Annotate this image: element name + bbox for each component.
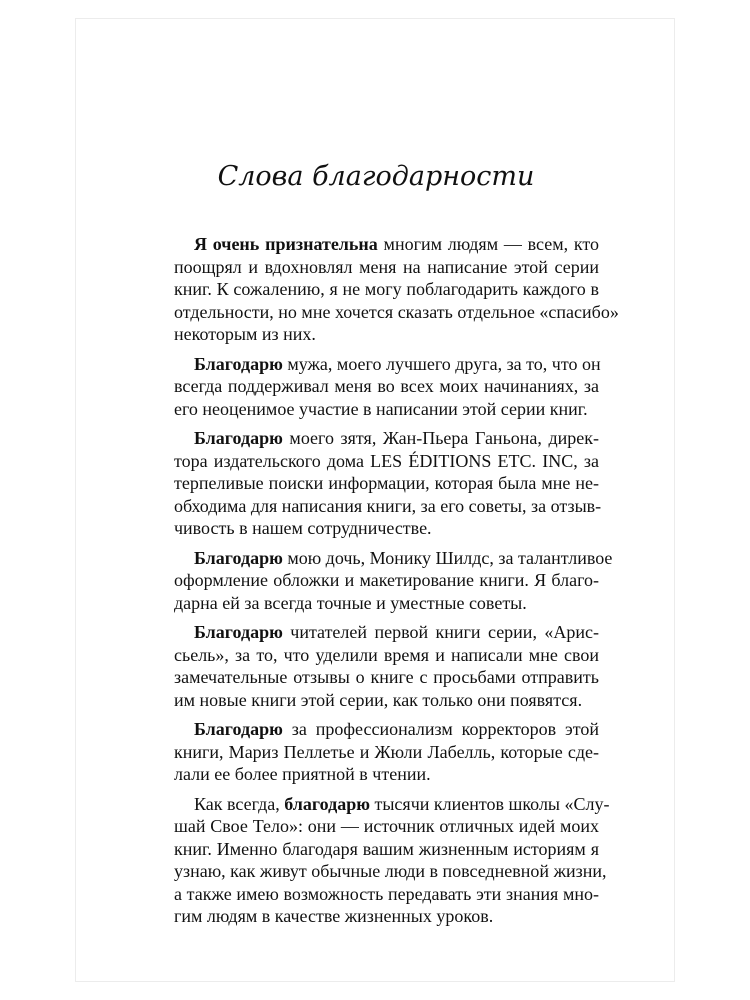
text-line: поощрял и вдохновлял меня на написание этой серии xyxy=(174,256,599,277)
text-line: всегда поддерживал меня во всех моих начинаниях, за xyxy=(174,376,599,396)
bold-lead: Благодарю xyxy=(194,622,283,642)
text-line: отдельности, но мне хочется сказать отдельное «спасибо» xyxy=(174,301,619,322)
bold-lead: Я очень признательна xyxy=(194,234,378,254)
text-line: некоторым из них. xyxy=(174,324,316,344)
text-line: сьель», за то, что уделили время и написали мне свои xyxy=(174,644,599,665)
paragraph-first-line: Я очень признательна многим людям — всем, кто xyxy=(194,234,599,254)
paragraph-3 xyxy=(174,427,602,540)
text-line: тора издательского дома LES ÉDITIONS ETC. INC, за xyxy=(174,450,599,471)
text-line: чивость в нашем сотрудничестве. xyxy=(174,518,432,538)
bold-lead: Благодарю xyxy=(194,353,283,374)
paragraph-4 xyxy=(174,547,613,615)
paragraph-2 xyxy=(174,353,599,421)
bold-lead: Благодарю xyxy=(194,428,283,448)
text-line: книг. К сожалению, я не могу поблагодарить каждого в xyxy=(174,279,599,299)
paragraph-first-line: Благодарю читателей первой книги серии, «Арис- xyxy=(194,622,599,642)
paragraph-first-line: Как всегда, благодарю тысячи клиентов школы «Слу- xyxy=(194,793,610,814)
bold-lead: благодарю xyxy=(284,793,370,814)
paragraph-first-line: Благодарю мою дочь, Монику Шилдс, за талантливое xyxy=(194,547,613,568)
bold-lead: Благодарю xyxy=(194,719,283,739)
text-line: обходима для написания книги, за его советы, за отзыв- xyxy=(174,495,602,516)
text-line: терпеливые поиски информации, которая была мне не- xyxy=(174,473,599,493)
text-line: а также имею возможность передавать эти знания мно- xyxy=(174,883,599,904)
paragraph-first-line: Благодарю моего зятя, Жан-Пьера Ганьона, дирек- xyxy=(194,428,599,448)
text-line: дарна ей за всегда точные и уместные советы. xyxy=(174,592,527,613)
page-title: Слова благодарности xyxy=(217,161,535,192)
text-line: гим людям в качестве жизненных уроков. xyxy=(174,906,494,926)
paragraph-5 xyxy=(174,621,599,711)
paragraph-1 xyxy=(174,233,619,346)
text-line: оформление обложки и макетирование книги. Я благо- xyxy=(174,570,599,590)
book-page xyxy=(75,18,675,982)
acknowledgements-text xyxy=(174,233,619,928)
text-line: шай Свое Тело»: они — источник отличных идей моих xyxy=(174,816,599,836)
paragraph-7 xyxy=(174,793,610,928)
text-line: замечательные отзывы о книге с просьбами отправить xyxy=(174,667,599,687)
text-line: лали ее более приятной в чтении. xyxy=(174,764,431,784)
bold-lead: Благодарю xyxy=(194,547,283,568)
text-line: книги, Мариз Пеллетье и Жюли Лабелль, которые сде- xyxy=(174,741,599,762)
paragraph-6 xyxy=(174,718,599,786)
text-line: им новые книги этой серии, как только они появятся. xyxy=(174,689,583,710)
text-line: его неоценимое участие в написании этой серии книг. xyxy=(174,398,588,419)
paragraph-first-line: Благодарю мужа, моего лучшего друга, за то, что он xyxy=(194,353,601,374)
text-line: книг. Именно благодаря вашим жизненным историям я xyxy=(174,838,599,859)
text-line: узнаю, как живут обычные люди в повседневной жизни, xyxy=(174,861,607,881)
paragraph-first-line: Благодарю за профессионализм корректоров этой xyxy=(194,719,599,739)
